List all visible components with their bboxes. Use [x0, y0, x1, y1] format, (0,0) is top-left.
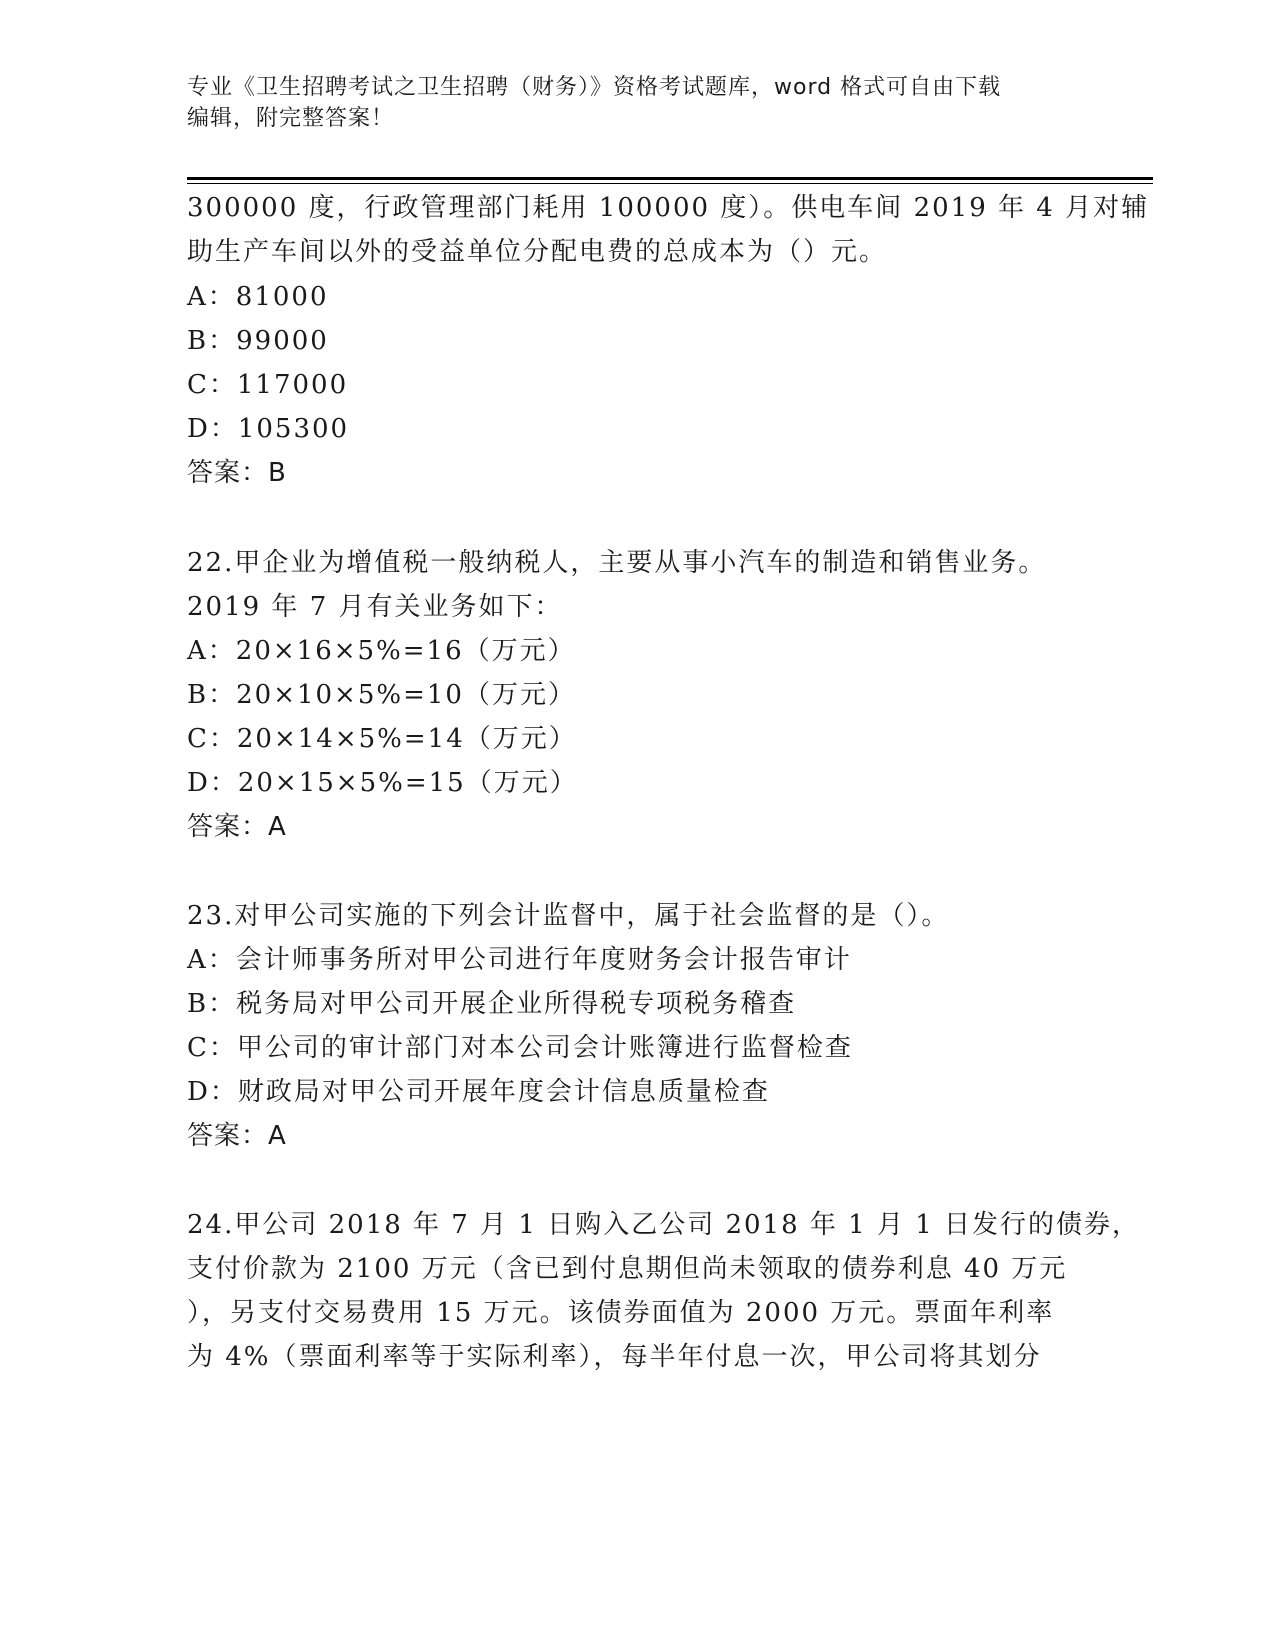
q21-answer: 答案：B: [187, 458, 287, 488]
q23-answer: 答案：A: [187, 1121, 287, 1151]
q22-option-c: C：20×14×5%=14（万元）: [187, 724, 577, 754]
q21-option-b: B：99000: [187, 326, 329, 356]
header-rule-thin: [187, 183, 1153, 184]
q22-option-b: B：20×10×5%=10（万元）: [187, 680, 576, 710]
q22-option-a: A：20×16×5%=16（万元）: [187, 636, 576, 666]
q21-option-c: C：117000: [187, 370, 349, 400]
q23-option-d: D：财政局对甲公司开展年度会计信息质量检查: [187, 1077, 770, 1107]
q23-text-line-1: 23.对甲公司实施的下列会计监督中，属于社会监督的是（）。: [187, 901, 950, 931]
q23-option-a: A：会计师事务所对甲公司进行年度财务会计报告审计: [187, 945, 852, 975]
q21-text-line-1: 300000 度，行政管理部门耗用 100000 度）。供电车间 2019 年 4 月对辅: [187, 193, 1150, 223]
q24-text-line-1: 24.甲公司 2018 年 7 月 1 日购入乙公司 2018 年 1 月 1 日发行的债券，: [187, 1210, 1141, 1240]
q22-option-d: D：20×15×5%=15（万元）: [187, 768, 578, 798]
q23-option-c: C：甲公司的审计部门对本公司会计账簿进行监督检查: [187, 1033, 853, 1063]
header-rule-thick: [187, 177, 1153, 180]
q21-option-a: A：81000: [187, 282, 329, 312]
q24-text-line-2: 支付价款为 2100 万元（含已到付息期但尚未领取的债券利息 40 万元: [187, 1254, 1068, 1284]
q22-answer: 答案：A: [187, 812, 287, 842]
header-line-2: 编辑，附完整答案！: [187, 106, 395, 131]
header-line-1: 专业《卫生招聘考试之卫生招聘（财务）》资格考试题库，word 格式可自由下载: [187, 75, 1002, 100]
document-header: [187, 72, 1087, 134]
q23-option-b: B：税务局对甲公司开展企业所得税专项税务稽查: [187, 989, 797, 1019]
q22-text-line-1: 22.甲企业为增值税一般纳税人，主要从事小汽车的制造和销售业务。: [187, 548, 1047, 578]
q24-text-line-4: 为 4%（票面利率等于实际利率），每半年付息一次，甲公司将其划分: [187, 1342, 1042, 1372]
q22-text-line-2: 2019 年 7 月有关业务如下：: [187, 592, 563, 622]
q21-option-d: D：105300: [187, 414, 350, 444]
q24-text-line-3: ），另支付交易费用 15 万元。该债券面值为 2000 万元。票面年利率: [187, 1298, 1055, 1328]
q21-text-line-2: 助生产车间以外的受益单位分配电费的总成本为（）元。: [187, 237, 888, 267]
